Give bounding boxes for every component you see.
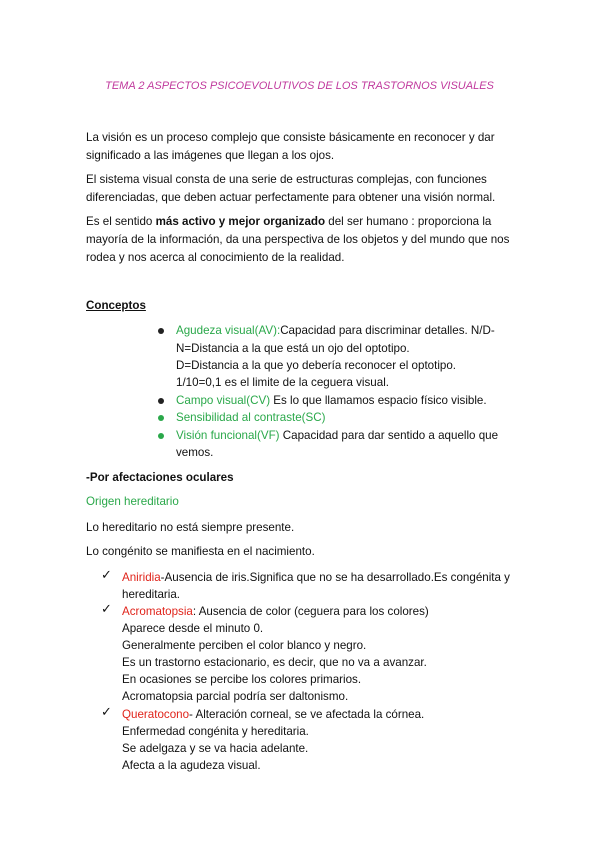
concept-term: Campo visual(CV) xyxy=(176,394,271,407)
condition-item-acromatopsia xyxy=(122,603,429,621)
bullet-icon xyxy=(158,415,164,421)
hereditary-line-1: Lo hereditario no está siempre presente. xyxy=(86,521,295,534)
concept-term: Visión funcional(VF) xyxy=(176,429,280,442)
concept-term: Agudeza visual(AV): xyxy=(176,324,281,337)
hereditary-subheading: Origen hereditario xyxy=(86,495,179,508)
hereditary-line-2: Lo congénito se manifiesta en el nacimiento. xyxy=(86,545,315,558)
concept-term: Sensibilidad al contraste(SC) xyxy=(176,411,326,424)
intro-text: Es el sentido xyxy=(86,215,156,228)
checkmark-icon: ✓ xyxy=(101,602,112,617)
concepts-heading: Conceptos xyxy=(86,299,146,312)
condition-extra: Afecta a la agudeza visual. xyxy=(122,759,261,772)
condition-term: Queratocono xyxy=(122,708,190,721)
intro-bold-text: más activo y mejor organizado xyxy=(155,215,326,228)
condition-item-aniridia xyxy=(122,569,510,587)
condition-extra: Generalmente perciben el color blanco y negro. xyxy=(122,639,367,652)
concept-desc: Es lo que llamamos espacio físico visible. xyxy=(270,394,487,407)
condition-desc: -Ausencia de iris.Significa que no se ha desarrollado.Es congénita y xyxy=(160,571,510,584)
bullet-icon xyxy=(158,398,164,404)
concept-item-av xyxy=(176,322,495,340)
condition-item-queratocono xyxy=(122,706,424,724)
intro-paragraph-3-line-2: mayoría de la información, da una perspectiva de los objetos y del mundo que nos xyxy=(86,233,510,246)
condition-extra: Acromatopsia parcial podría ser daltonismo. xyxy=(122,690,349,703)
checkmark-icon: ✓ xyxy=(101,705,112,720)
intro-paragraph-3-line-1 xyxy=(86,212,491,232)
document-title: TEMA 2 ASPECTOS PSICOEVOLUTIVOS DE LOS TRASTORNOS VISUALES xyxy=(105,80,494,92)
concept-item-sc xyxy=(176,409,326,427)
concept-item-vf xyxy=(176,427,498,445)
ocular-heading: -Por afectaciones oculares xyxy=(86,471,234,484)
condition-extra: En ocasiones se percibe los colores primarios. xyxy=(122,673,362,686)
checkmark-icon: ✓ xyxy=(101,568,112,583)
condition-desc: : Ausencia de color (ceguera para los colores) xyxy=(192,605,429,618)
intro-paragraph-1-line-2: significado a las imágenes que llegan a los ojos. xyxy=(86,149,335,162)
condition-extra: hereditaria. xyxy=(122,588,181,601)
intro-paragraph-3-line-3: rodea y nos acerca al conocimiento de la realidad. xyxy=(86,251,345,264)
concept-item-vf-extra: vemos. xyxy=(176,446,214,459)
concept-item-av-extra: N=Distancia a la que está un ojo del optotipo. xyxy=(176,342,410,355)
concept-desc: Capacidad para discriminar detalles. N/D- xyxy=(280,324,495,337)
condition-extra: Aparece desde el minuto 0. xyxy=(122,622,264,635)
bullet-icon xyxy=(158,433,164,439)
concept-item-av-extra: D=Distancia a la que yo debería reconocer el optotipo. xyxy=(176,359,457,372)
condition-extra: Se adelgaza y se va hacia adelante. xyxy=(122,742,309,755)
condition-term: Aniridia xyxy=(122,571,161,584)
condition-desc: - Alteración corneal, se ve afectada la córnea. xyxy=(189,708,425,721)
concept-desc: Capacidad para dar sentido a aquello que xyxy=(279,429,499,442)
intro-paragraph-1-line-1: La visión es un proceso complejo que consiste básicamente en reconocer y dar xyxy=(86,131,495,144)
concept-item-av-extra: 1/10=0,1 es el limite de la ceguera visual. xyxy=(176,376,390,389)
bullet-icon xyxy=(158,328,164,334)
intro-paragraph-2-line-2: diferenciadas, que deben actuar perfectamente para obtener una visión normal. xyxy=(86,191,496,204)
concept-item-cv xyxy=(176,392,487,410)
intro-text: del ser humano : proporciona la xyxy=(325,215,492,228)
condition-extra: Es un trastorno estacionario, es decir, que no va a avanzar. xyxy=(122,656,427,669)
condition-term: Acromatopsia xyxy=(122,605,193,618)
condition-extra: Enfermedad congénita y hereditaria. xyxy=(122,725,309,738)
intro-paragraph-2-line-1: El sistema visual consta de una serie de estructuras complejas, con funciones xyxy=(86,173,487,186)
